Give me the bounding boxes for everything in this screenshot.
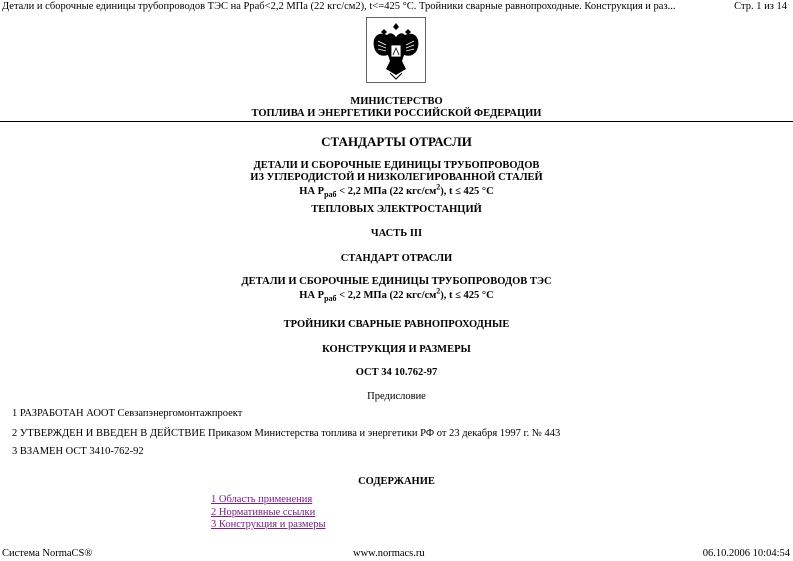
subject-line2: ИЗ УГЛЕРОДИСТОЙ И НИЗКОЛЕГИРОВАННОЙ СТАЛЕЙ <box>250 172 543 183</box>
toc-link-design[interactable]: 3 Конструкция и размеры <box>211 519 326 530</box>
standards-heading: СТАНДАРТЫ ОТРАСЛИ <box>321 134 472 149</box>
contents-heading: СОДЕРЖАНИЕ <box>358 476 435 487</box>
tee-heading: ТРОЙНИКИ СВАРНЫЕ РАВНОПРОХОДНЫЕ <box>283 319 510 330</box>
toc-link-scope[interactable]: 1 Область применения <box>211 494 313 505</box>
foreword-item-1: 1 РАЗРАБОТАН АООТ Севзапэнергомонтажпроект <box>12 408 243 419</box>
document-title: Детали и сборочные единицы трубопроводов ТЭС на Рраб<2,2 МПа (22 кгс/см2), t<=425 °С. Тройники сварные равнопроходные. Конструкция и раз... <box>2 1 676 12</box>
subject-line1: ДЕТАЛИ И СБОРОЧНЫЕ ЕДИНИЦЫ ТРУБОПРОВОДОВ <box>253 160 540 171</box>
foreword-item-2: 2 УТВЕРЖДЕН И ВВЕДЕН В ДЕЙСТВИЕ Приказом Министерства топлива и энергетики РФ от 23 декабря 1997 г. № 443 <box>12 428 561 439</box>
subject2-line1: ДЕТАЛИ И СБОРОЧНЫЕ ЕДИНИЦЫ ТРУБОПРОВОДОВ ТЭС <box>241 276 552 287</box>
ministry-line2: ТОПЛИВА И ЭНЕРГЕТИКИ РОССИЙСКОЙ ФЕДЕРАЦИИ <box>251 108 542 119</box>
footer-system: Система NormaCS® <box>2 548 93 559</box>
page-indicator: Стр. 1 из 14 <box>734 1 787 12</box>
subject-line3: ТЕПЛОВЫХ ЭЛЕКТРОСТАНЦИЙ <box>311 204 482 215</box>
ministry-line1: МИНИСТЕРСТВО <box>350 96 443 107</box>
footer-datetime: 06.10.2006 10:04:54 <box>702 548 790 559</box>
coat-of-arms-icon <box>366 17 426 83</box>
design-heading: КОНСТРУКЦИЯ И РАЗМЕРЫ <box>322 344 471 355</box>
toc-link-references[interactable]: 2 Нормативные ссылки <box>211 507 316 518</box>
standard-heading: СТАНДАРТ ОТРАСЛИ <box>340 253 453 264</box>
operating-conditions-2: НА $Р_{раб} < 2,2$ МПа (22 кгс/$см^2$), t ≤ 425 °С <box>299 286 494 304</box>
footer-site: www.normacs.ru <box>353 548 425 559</box>
part-heading: ЧАСТЬ III <box>370 228 423 239</box>
foreword-heading: Предисловие <box>367 391 426 402</box>
header-divider <box>0 121 793 122</box>
ost-number: ОСТ 34 10.762-97 <box>355 367 438 378</box>
foreword-item-3: 3 ВЗАМЕН ОСТ 3410-762-92 <box>12 446 144 457</box>
operating-conditions: НА $Р_{раб} < 2,2$ МПа (22 кгс/$см^2$), t ≤ 425 °С <box>299 182 494 200</box>
